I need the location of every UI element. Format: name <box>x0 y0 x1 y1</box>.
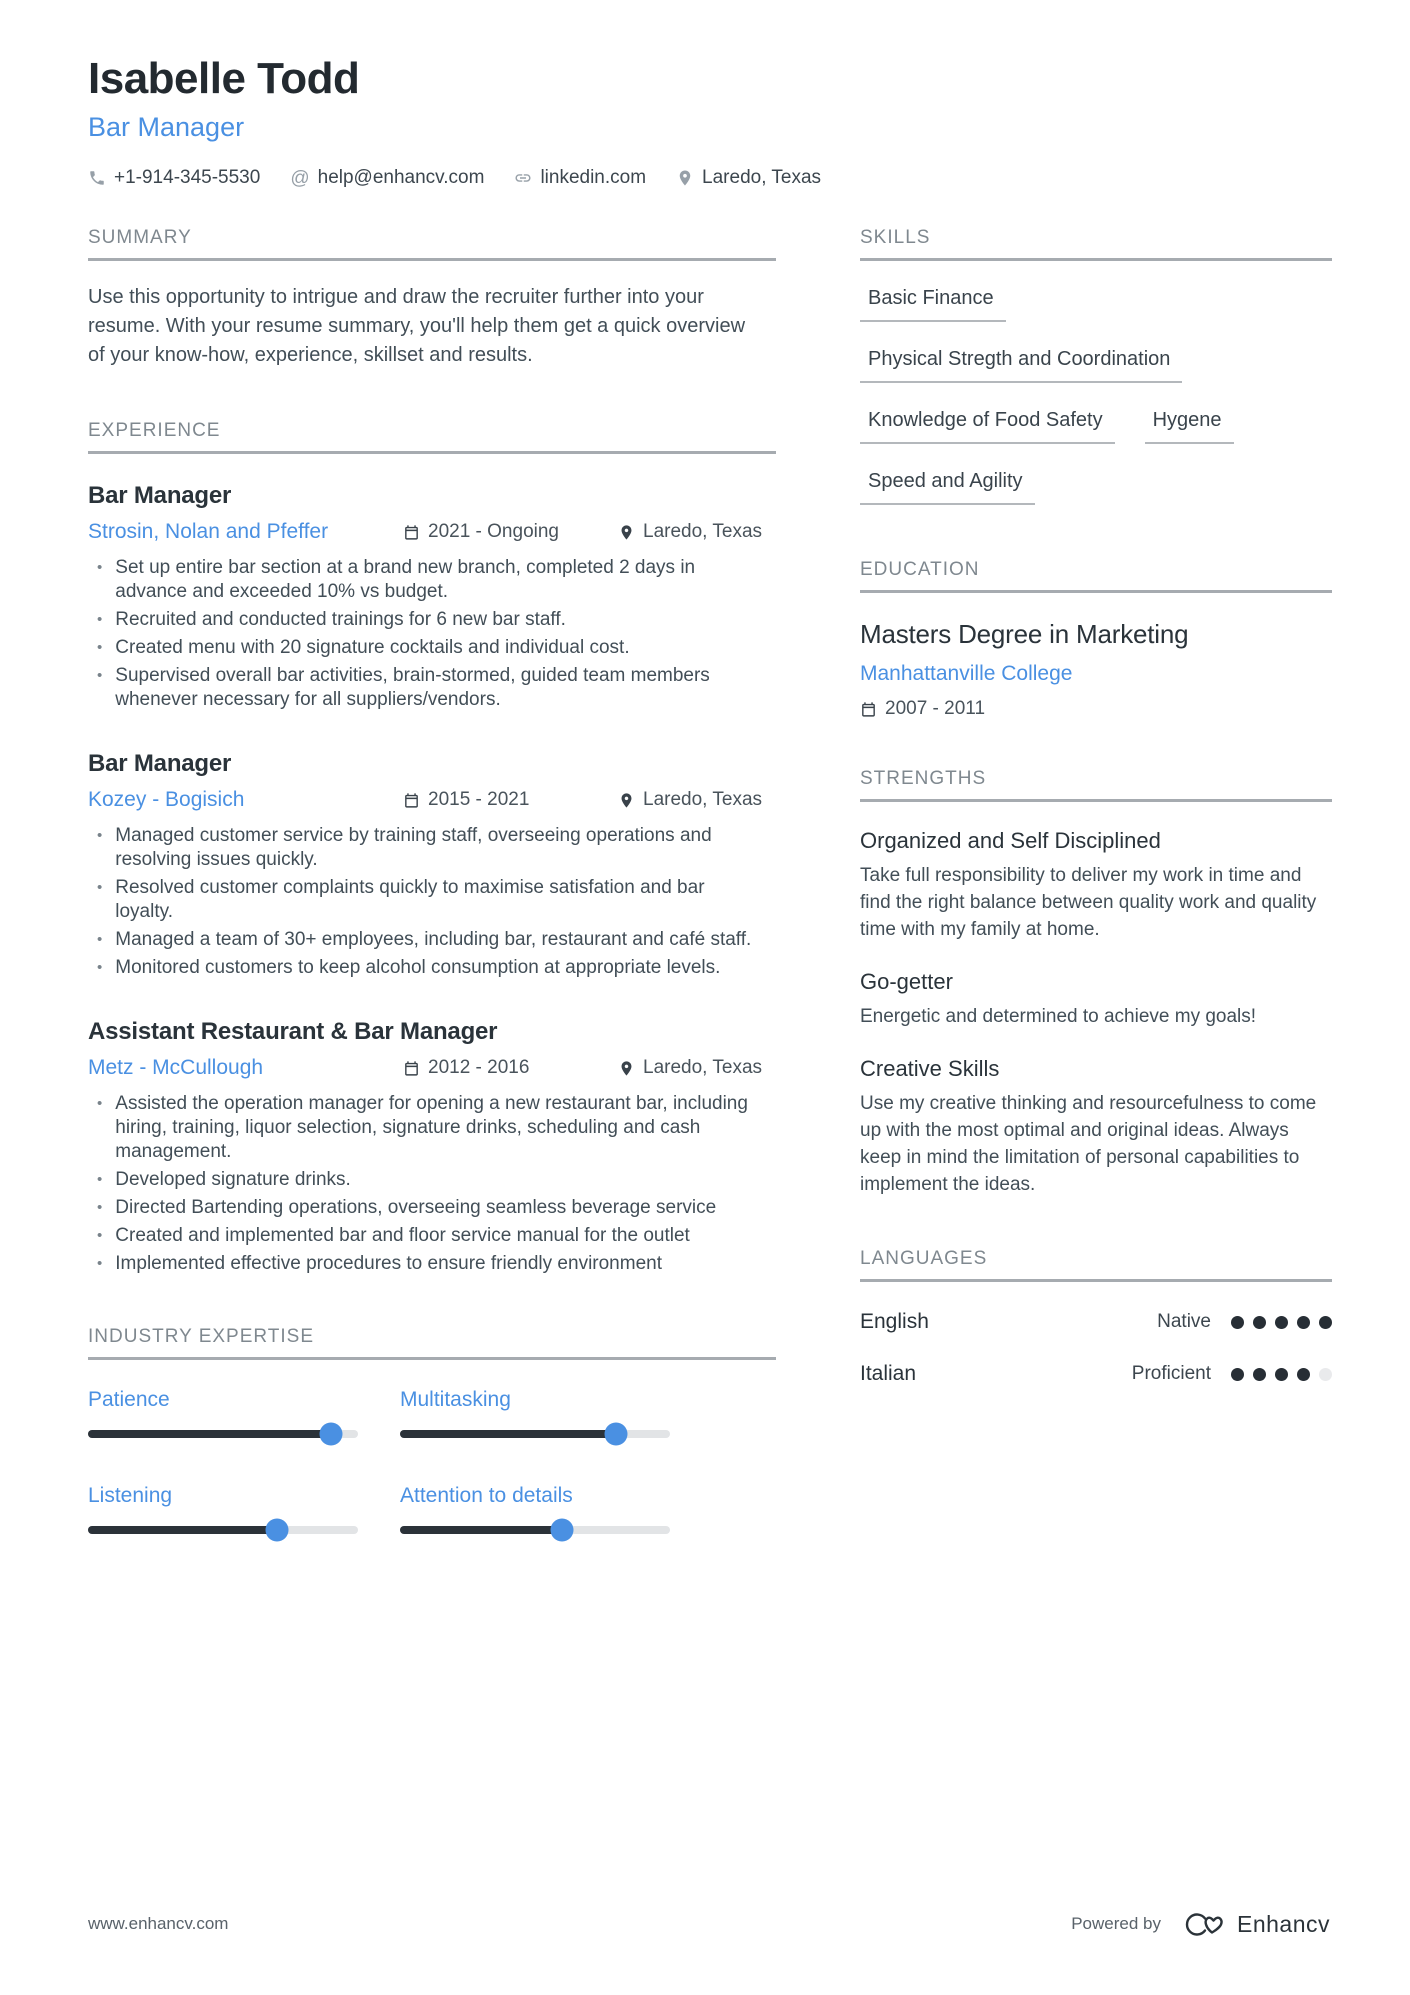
job-bullets <box>88 824 776 980</box>
job-dates <box>403 789 618 811</box>
strength-item <box>860 1056 1332 1198</box>
bullet-dot <box>88 608 102 632</box>
email-address[interactable]: help@enhancv.com <box>317 167 485 189</box>
language-name: Italian <box>860 1362 917 1386</box>
location-text: Laredo, Texas <box>702 167 822 189</box>
industry-expertise-grid <box>88 1388 776 1534</box>
enhancv-brand <box>1175 1909 1330 1939</box>
language-name: English <box>860 1310 929 1334</box>
expertise-label: Listening <box>88 1484 173 1508</box>
job-dates-text: 2012 - 2016 <box>428 1057 530 1079</box>
skill-tag: Knowledge of Food Safety <box>860 409 1115 444</box>
job-bullets <box>88 1092 776 1276</box>
job-location-text: Laredo, Texas <box>643 1057 763 1079</box>
calendar-icon <box>403 1060 420 1077</box>
bullet-dot <box>88 1196 102 1220</box>
job-bullet: • Created and implemented bar and floor service manual for the outlet <box>88 1224 776 1248</box>
language-level: Native <box>1157 1311 1211 1333</box>
strength-title: Organized and Self Disciplined <box>860 828 1161 854</box>
expertise-item <box>88 1484 358 1534</box>
bullet-dot <box>88 928 102 952</box>
bullet-dot <box>88 1092 102 1164</box>
experience-entry <box>88 750 776 980</box>
slider-thumb <box>551 1519 574 1542</box>
experience-heading: EXPERIENCE <box>88 420 776 454</box>
industry-expertise-heading: INDUSTRY EXPERTISE <box>88 1326 776 1360</box>
level-dot <box>1297 1316 1310 1329</box>
education-school: Manhattanville College <box>860 662 1073 686</box>
job-company: Metz - McCullough <box>88 1056 264 1080</box>
skill-tag: Basic Finance <box>860 287 1006 322</box>
expertise-label: Multitasking <box>400 1388 511 1412</box>
slider-thumb <box>266 1519 289 1542</box>
level-dot <box>1253 1316 1266 1329</box>
enhancv-logo-icon <box>1175 1909 1227 1939</box>
job-title: Assistant Restaurant & Bar Manager <box>88 1018 498 1046</box>
language-row <box>860 1362 1332 1386</box>
expertise-slider <box>88 1430 358 1438</box>
bullet-dot <box>88 1252 102 1276</box>
powered-by-block <box>1071 1909 1330 1939</box>
expertise-label: Patience <box>88 1388 170 1412</box>
calendar-icon <box>860 701 877 718</box>
level-dot <box>1231 1316 1244 1329</box>
language-row <box>860 1310 1332 1334</box>
summary-text: Use this opportunity to intrigue and draw the recruiter further into your resume. With your resume summary, you'll help them get a quick overview of your know-how, experience, skillset and results. <box>88 286 746 367</box>
level-dot <box>1275 1316 1288 1329</box>
education-dates-text: 2007 - 2011 <box>885 698 986 720</box>
skill-tag: Hygene <box>1145 409 1234 444</box>
right-column <box>860 227 1332 1534</box>
skill-tag: Speed and Agility <box>860 470 1035 505</box>
bullet-dot <box>88 876 102 924</box>
enhancv-wordmark: Enhancv <box>1236 1910 1330 1937</box>
job-location <box>618 789 776 811</box>
strength-title: Go-getter <box>860 969 953 995</box>
skills-list <box>860 287 1332 505</box>
level-dot <box>1231 1368 1244 1381</box>
contact-location <box>676 167 821 189</box>
page-footer <box>88 1909 1330 1939</box>
education-degree: Masters Degree in Marketing <box>860 619 1189 650</box>
language-level: Proficient <box>1131 1363 1211 1385</box>
job-dates <box>403 521 618 543</box>
slider-thumb <box>605 1423 628 1446</box>
strength-item <box>860 828 1332 943</box>
job-location <box>618 521 776 543</box>
job-bullet: • Supervised overall bar activities, brain-stormed, guided team members whenever necessary for all suppliers/vendors. <box>88 664 776 712</box>
summary-heading: SUMMARY <box>88 227 776 261</box>
job-bullet: • Assisted the operation manager for opening a new restaurant bar, including hiring, training, liquor selection, signature drinks, scheduling and cash management. <box>88 1092 776 1164</box>
skills-heading: SKILLS <box>860 227 1332 261</box>
level-dot <box>1253 1368 1266 1381</box>
job-location-text: Laredo, Texas <box>643 789 763 811</box>
experience-entry <box>88 482 776 712</box>
expertise-slider <box>400 1526 670 1534</box>
job-bullet: • Set up entire bar section at a brand new branch, completed 2 days in advance and exceeded 10% vs budget. <box>88 556 776 604</box>
powered-by-text: Powered by <box>1071 1914 1161 1933</box>
bullet-dot <box>88 1224 102 1248</box>
slider-fill <box>400 1430 616 1438</box>
strength-text: Use my creative thinking and resourcefulness to come up with the most optimal and original ideas. Always keep in mind the limitation of personal capabilities to implement the ideas. <box>860 1093 1317 1196</box>
resume-header <box>88 56 1330 189</box>
bullet-dot <box>88 636 102 660</box>
expertise-slider <box>88 1526 358 1534</box>
job-location-text: Laredo, Texas <box>643 521 763 543</box>
level-dot <box>1297 1368 1310 1381</box>
contact-linkedin[interactable] <box>514 167 646 189</box>
contact-email[interactable] <box>290 167 484 189</box>
job-title: Bar Manager <box>88 750 232 778</box>
bullet-dot <box>88 956 102 980</box>
expertise-item <box>400 1484 670 1534</box>
job-bullet: • Developed signature drinks. <box>88 1168 776 1192</box>
strength-item <box>860 969 1332 1030</box>
language-dots <box>1231 1316 1332 1329</box>
skill-tag: Physical Stregth and Coordination <box>860 348 1182 383</box>
job-bullet: • Implemented effective procedures to ensure friendly environment <box>88 1252 776 1276</box>
expertise-item <box>400 1388 670 1438</box>
education-dates <box>860 698 1332 720</box>
bullet-dot <box>88 556 102 604</box>
level-dot <box>1319 1316 1332 1329</box>
phone-icon <box>88 169 106 187</box>
job-bullet: • Managed a team of 30+ employees, including bar, restaurant and café staff. <box>88 928 776 952</box>
job-dates-text: 2015 - 2021 <box>428 789 530 811</box>
expertise-slider <box>400 1430 670 1438</box>
job-company: Kozey - Bogisich <box>88 788 245 812</box>
slider-fill <box>88 1430 331 1438</box>
bullet-dot <box>88 824 102 872</box>
languages-heading: LANGUAGES <box>860 1248 1332 1282</box>
contact-phone <box>88 167 260 189</box>
left-column <box>88 227 776 1534</box>
bullet-dot <box>88 1168 102 1192</box>
calendar-icon <box>403 524 420 541</box>
contact-row <box>88 167 1330 189</box>
job-company: Strosin, Nolan and Pfeffer <box>88 520 329 544</box>
linkedin-url[interactable]: linkedin.com <box>540 167 647 189</box>
job-bullet: • Created menu with 20 signature cocktails and individual cost. <box>88 636 776 660</box>
strength-title: Creative Skills <box>860 1056 1000 1082</box>
job-bullet: • Resolved customer complaints quickly to maximise satisfation and bar loyalty. <box>88 876 776 924</box>
strengths-heading: STRENGTHS <box>860 768 1332 802</box>
expertise-label: Attention to details <box>400 1484 573 1508</box>
location-pin-icon <box>676 169 694 187</box>
location-pin-icon <box>618 524 635 541</box>
job-bullet: • Monitored customers to keep alcohol consumption at appropriate levels. <box>88 956 776 980</box>
job-dates <box>403 1057 618 1079</box>
strength-text: Take full responsibility to deliver my work in time and find the right balance between quality work and quality time with my family at home. <box>860 865 1317 941</box>
phone-number: +1-914-345-5530 <box>114 167 261 189</box>
slider-fill <box>400 1526 562 1534</box>
job-bullet: • Directed Bartending operations, overseeing seamless beverage service <box>88 1196 776 1220</box>
education-heading: EDUCATION <box>860 559 1332 593</box>
language-dots <box>1231 1368 1332 1381</box>
calendar-icon <box>403 792 420 809</box>
job-dates-text: 2021 - Ongoing <box>428 521 559 543</box>
bullet-dot <box>88 664 102 712</box>
strength-text: Energetic and determined to achieve my goals! <box>860 1006 1257 1028</box>
website-link[interactable]: www.enhancv.com <box>88 1914 229 1933</box>
at-icon: @ <box>290 167 310 189</box>
level-dot <box>1275 1368 1288 1381</box>
person-job-title: Bar Manager <box>88 112 245 143</box>
person-name: Isabelle Todd <box>88 54 360 103</box>
location-pin-icon <box>618 792 635 809</box>
job-bullet: • Recruited and conducted trainings for 6 new bar staff. <box>88 608 776 632</box>
level-dot <box>1319 1368 1332 1381</box>
link-icon <box>514 169 532 187</box>
job-bullet: • Managed customer service by training staff, overseeing operations and resolving issues quickly. <box>88 824 776 872</box>
slider-thumb <box>320 1423 343 1446</box>
expertise-item <box>88 1388 358 1438</box>
experience-entry <box>88 1018 776 1276</box>
job-title: Bar Manager <box>88 482 232 510</box>
slider-fill <box>88 1526 277 1534</box>
job-location <box>618 1057 776 1079</box>
location-pin-icon <box>618 1060 635 1077</box>
job-bullets <box>88 556 776 712</box>
